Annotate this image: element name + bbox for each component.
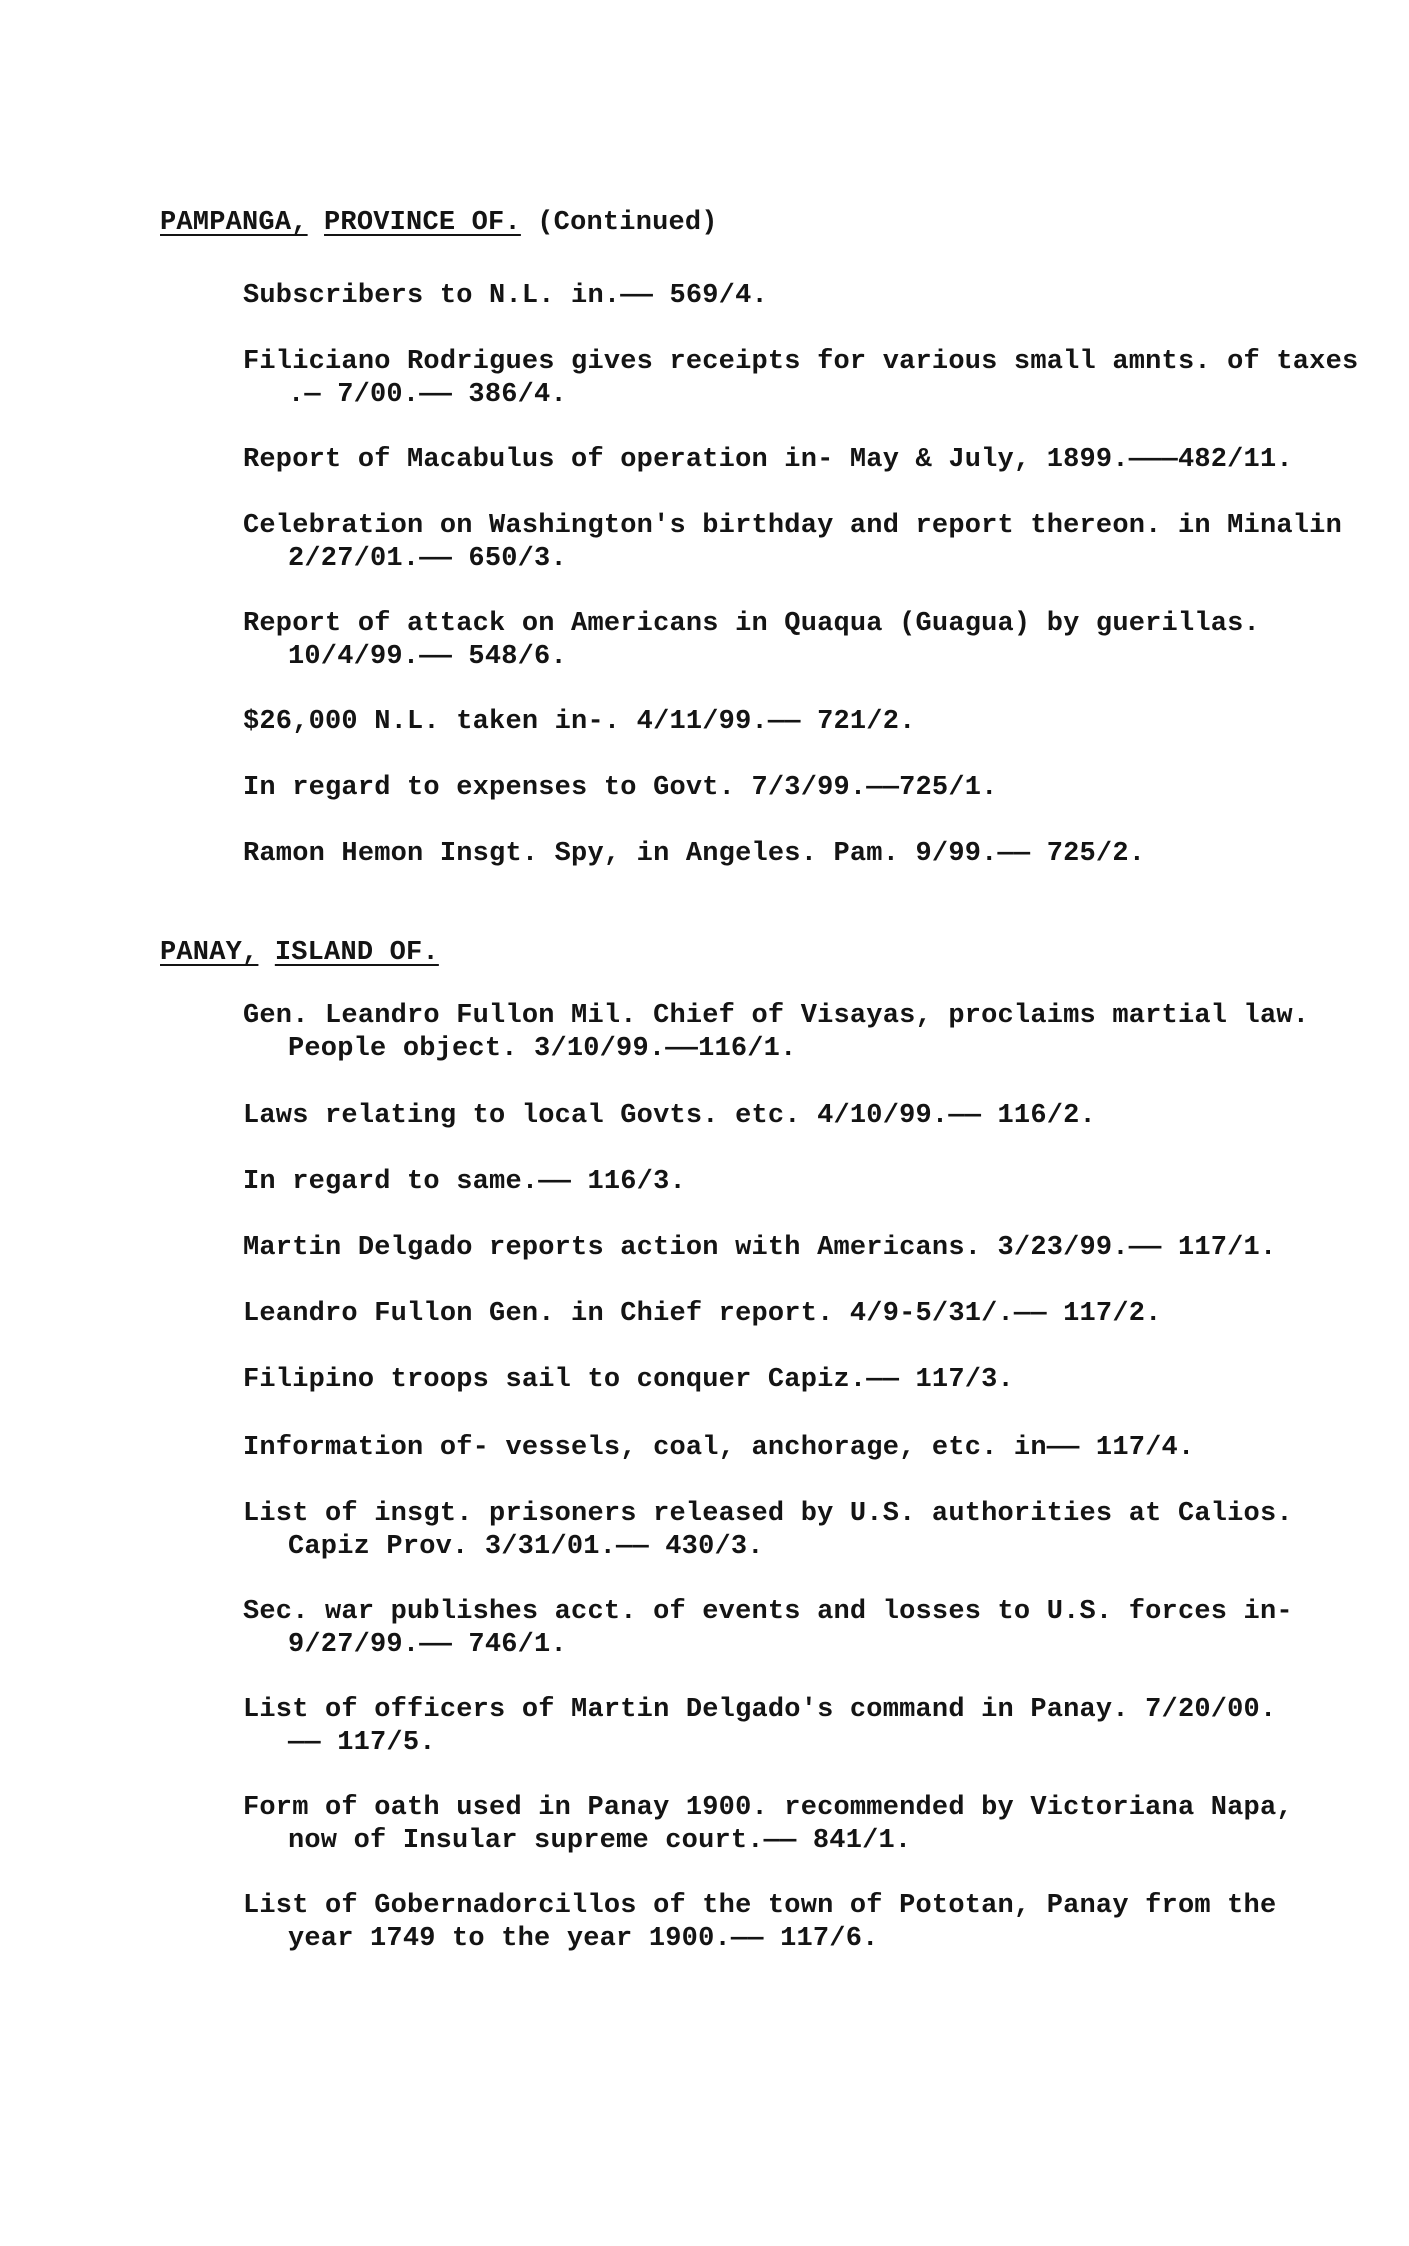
index-entry bbox=[243, 608, 1343, 674]
section-heading-panay bbox=[160, 938, 439, 968]
index-entry bbox=[243, 1596, 1343, 1662]
entry-line: Report of Macabulus of operation in- May & July, 1899.———482/11. bbox=[243, 445, 1293, 475]
index-entry bbox=[243, 1694, 1343, 1760]
entry-continuation: .— 7/00.—— 386/4. bbox=[288, 380, 567, 410]
entry-continuation: Capiz Prov. 3/31/01.—— 430/3. bbox=[288, 1532, 764, 1562]
entry-line: Celebration on Washington's birthday and report thereon. in Minalin bbox=[243, 511, 1342, 541]
entry-line: Report of attack on Americans in Quaqua (Guagua) by guerillas. bbox=[243, 609, 1260, 639]
entry-line: Filiciano Rodrigues gives receipts for various small amnts. of taxes bbox=[243, 347, 1359, 377]
index-entry bbox=[243, 444, 1343, 477]
index-entry bbox=[243, 510, 1343, 576]
index-entry bbox=[243, 1232, 1343, 1265]
entry-line: Filipino troops sail to conquer Capiz.—— 117/3. bbox=[243, 1365, 1014, 1395]
entry-line: Martin Delgado reports action with Americans. 3/23/99.—— 117/1. bbox=[243, 1233, 1277, 1263]
section-heading-suffix: (Continued) bbox=[537, 208, 718, 238]
index-entry bbox=[243, 1432, 1343, 1465]
index-entry bbox=[243, 1890, 1343, 1956]
index-entry bbox=[243, 1364, 1343, 1397]
entry-line: Gen. Leandro Fullon Mil. Chief of Visayas, proclaims martial law. bbox=[243, 1001, 1310, 1031]
index-entry bbox=[243, 706, 1343, 739]
entry-continuation: People object. 3/10/99.——116/1. bbox=[288, 1034, 797, 1064]
index-entry bbox=[243, 1100, 1343, 1133]
entry-continuation: 2/27/01.—— 650/3. bbox=[288, 544, 567, 574]
index-entry bbox=[243, 1792, 1343, 1858]
entry-continuation: 10/4/99.—— 548/6. bbox=[288, 642, 567, 672]
entry-line: Laws relating to local Govts. etc. 4/10/99.—— 116/2. bbox=[243, 1101, 1096, 1131]
entry-line: Leandro Fullon Gen. in Chief report. 4/9-5/31/.—— 117/2. bbox=[243, 1299, 1162, 1329]
index-entry bbox=[243, 1000, 1343, 1066]
entry-line: Sec. war publishes acct. of events and losses to U.S. forces in- bbox=[243, 1597, 1293, 1627]
section-heading-pampanga bbox=[160, 208, 718, 238]
index-entry bbox=[243, 772, 1343, 805]
entry-line: Information of- vessels, coal, anchorage, etc. in—— 117/4. bbox=[243, 1433, 1195, 1463]
section-heading-name: PANAY, bbox=[160, 938, 259, 968]
index-entry bbox=[243, 1498, 1343, 1564]
entry-line: Subscribers to N.L. in.—— 569/4. bbox=[243, 281, 768, 311]
entry-line: In regard to same.—— 116/3. bbox=[243, 1167, 686, 1197]
entry-continuation: 9/27/99.—— 746/1. bbox=[288, 1630, 567, 1660]
entry-line: In regard to expenses to Govt. 7/3/99.——725/1. bbox=[243, 773, 998, 803]
entry-line: Form of oath used in Panay 1900. recommended by Victoriana Napa, bbox=[243, 1793, 1293, 1823]
entry-line: List of officers of Martin Delgado's command in Panay. 7/20/00. bbox=[243, 1695, 1277, 1725]
section-heading-name: PAMPANGA, bbox=[160, 208, 308, 238]
entry-continuation: year 1749 to the year 1900.—— 117/6. bbox=[288, 1924, 879, 1954]
entry-continuation: —— 117/5. bbox=[288, 1728, 436, 1758]
entry-line: List of insgt. prisoners released by U.S. authorities at Calios. bbox=[243, 1499, 1293, 1529]
index-entry bbox=[243, 1298, 1343, 1331]
entry-continuation: now of Insular supreme court.—— 841/1. bbox=[288, 1826, 912, 1856]
index-entry bbox=[243, 346, 1359, 412]
section-heading-type: ISLAND OF. bbox=[274, 938, 439, 968]
section-heading-type: PROVINCE OF. bbox=[324, 208, 521, 238]
entry-line: List of Gobernadorcillos of the town of Pototan, Panay from the bbox=[243, 1891, 1277, 1921]
entry-line: Ramon Hemon Insgt. Spy, in Angeles. Pam. 9/99.—— 725/2. bbox=[243, 839, 1146, 869]
entry-line: $26,000 N.L. taken in-. 4/11/99.—— 721/2. bbox=[243, 707, 916, 737]
index-entry bbox=[243, 280, 1343, 313]
index-entry bbox=[243, 838, 1343, 871]
index-entry bbox=[243, 1166, 1343, 1199]
